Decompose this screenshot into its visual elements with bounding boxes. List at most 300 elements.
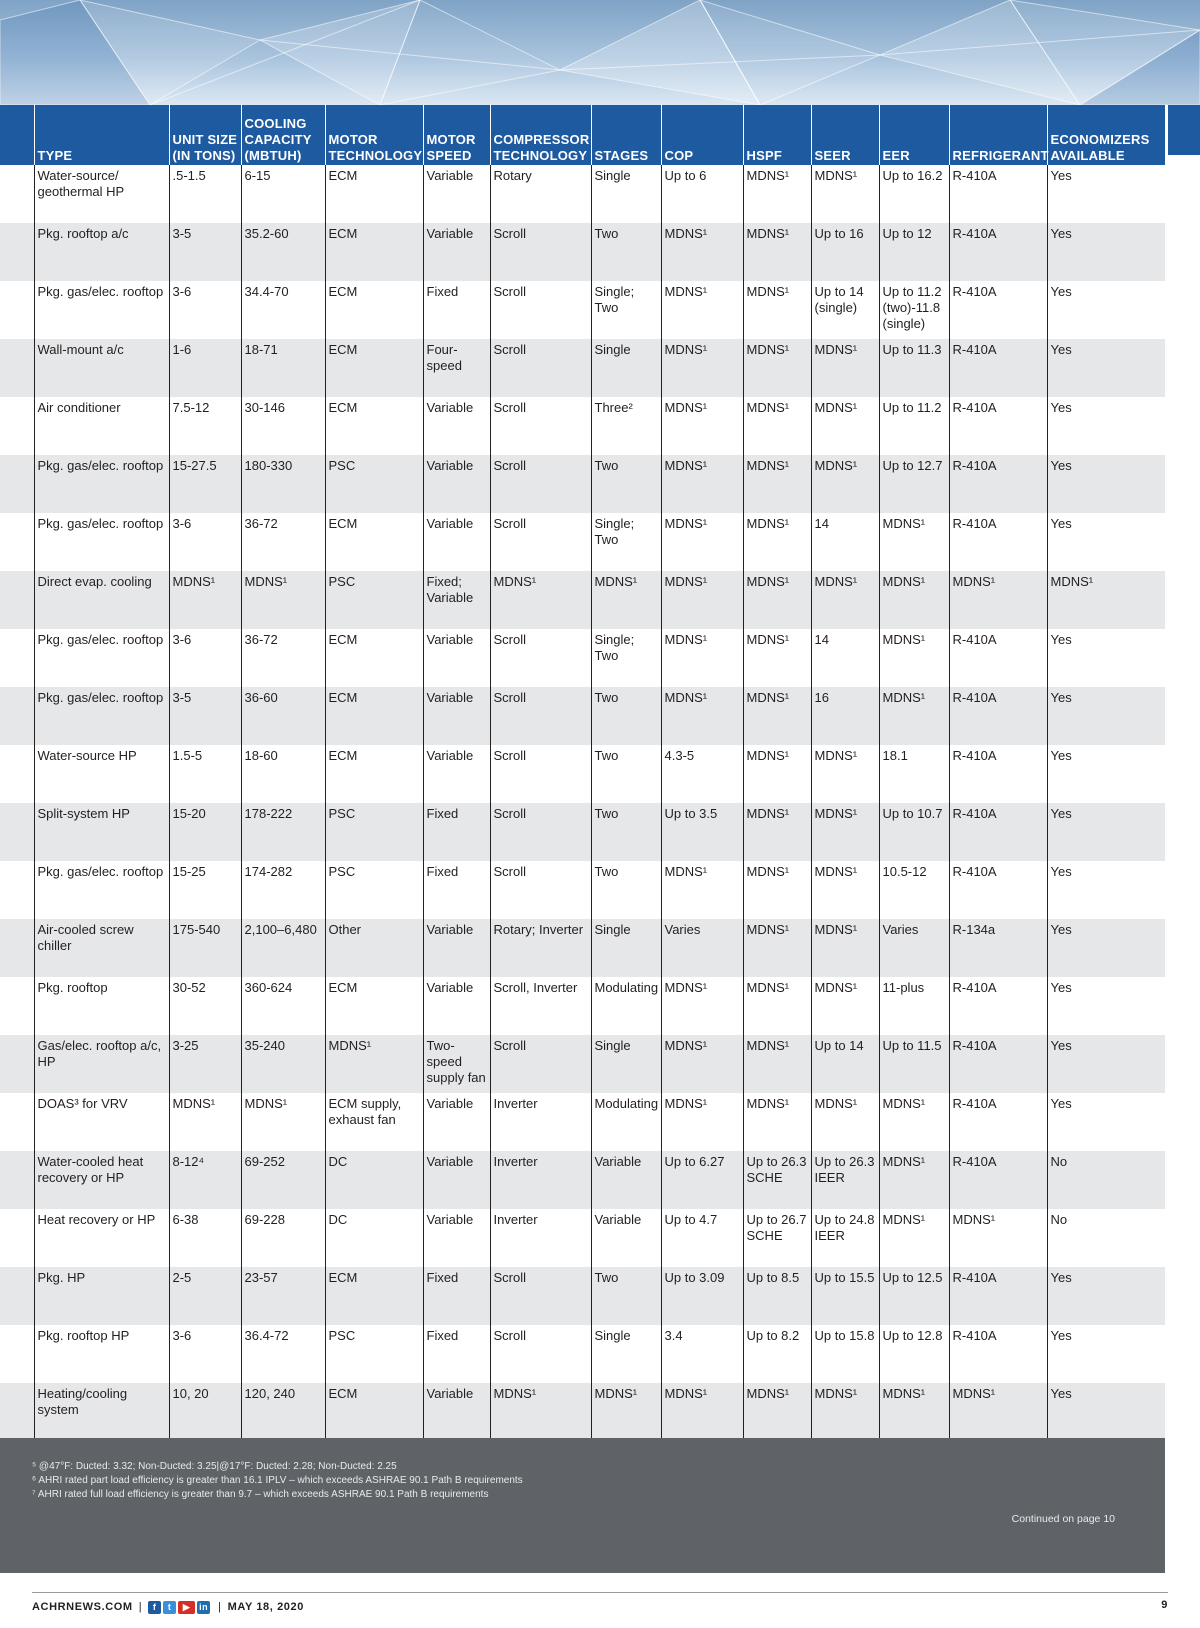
cell-motor-technology: ECM xyxy=(325,1267,423,1325)
cell-cop: MDNS¹ xyxy=(661,281,743,339)
cell-cop: MDNS¹ xyxy=(661,571,743,629)
row-spacer xyxy=(0,1093,34,1151)
cell-cop: Up to 3.5 xyxy=(661,803,743,861)
cell-eer: MDNS¹ xyxy=(879,629,949,687)
footer-separator: | xyxy=(138,1601,143,1613)
cell-motor-technology: ECM xyxy=(325,165,423,223)
cell-type: Gas/elec. rooftop a/c, HP xyxy=(34,1035,169,1093)
cell-cooling-capacity: 2,100–6,480 xyxy=(241,919,325,977)
cell-compressor-technology: Scroll, Inverter xyxy=(490,977,591,1035)
cell-refrigerant: R-410A xyxy=(949,629,1047,687)
product-table-wrapper xyxy=(0,105,1165,1441)
cell-seer: MDNS¹ xyxy=(811,397,879,455)
cell-cop: MDNS¹ xyxy=(661,861,743,919)
cell-type: Heating/cooling system xyxy=(34,1383,169,1441)
header-spacer xyxy=(0,105,34,165)
row-spacer xyxy=(0,977,34,1035)
cell-compressor-technology: Rotary; Inverter xyxy=(490,919,591,977)
cell-seer: Up to 26.3 IEER xyxy=(811,1151,879,1209)
row-spacer xyxy=(0,165,34,223)
cell-eer: MDNS¹ xyxy=(879,1383,949,1441)
table-row xyxy=(0,1035,1165,1093)
header-unit-size: UNIT SIZE (IN TONS) xyxy=(169,105,241,165)
linkedin-icon[interactable]: in xyxy=(199,1601,209,1612)
footer-divider xyxy=(32,1592,1168,1593)
twitter-icon[interactable]: t xyxy=(163,1601,176,1614)
header-stages: STAGES xyxy=(591,105,661,165)
cell-refrigerant: R-410A xyxy=(949,397,1047,455)
youtube-icon[interactable]: ▶ xyxy=(178,1601,195,1614)
cell-seer: MDNS¹ xyxy=(811,339,879,397)
cell-economizers: Yes xyxy=(1047,861,1165,919)
cell-eer: MDNS¹ xyxy=(879,1209,949,1267)
footnote-6: ⁶ AHRI rated part load efficiency is greater than 16.1 IPLV – which exceeds ASHRAE 90.1 Path B requirements xyxy=(32,1475,523,1486)
cell-cooling-capacity: 174-282 xyxy=(241,861,325,919)
cell-stages: Two xyxy=(591,803,661,861)
cell-motor-speed: Fixed xyxy=(423,861,490,919)
cell-hspf: MDNS¹ xyxy=(743,281,811,339)
cell-type: Heat recovery or HP xyxy=(34,1209,169,1267)
table-row xyxy=(0,339,1165,397)
cell-type: Pkg. rooftop HP xyxy=(34,1325,169,1383)
cell-stages: Single xyxy=(591,919,661,977)
page-footer xyxy=(32,1597,1168,1617)
cell-motor-technology: PSC xyxy=(325,1325,423,1383)
cell-compressor-technology: Scroll xyxy=(490,513,591,571)
cell-cop: Up to 3.09 xyxy=(661,1267,743,1325)
cell-type: Pkg. gas/elec. rooftop xyxy=(34,281,169,339)
cell-cooling-capacity: 34.4-70 xyxy=(241,281,325,339)
cell-stages: Single xyxy=(591,1325,661,1383)
cell-compressor-technology: Rotary xyxy=(490,165,591,223)
cell-eer: Up to 16.2 xyxy=(879,165,949,223)
cell-type: Pkg. gas/elec. rooftop xyxy=(34,687,169,745)
cell-economizers: Yes xyxy=(1047,1267,1165,1325)
cell-motor-technology: ECM xyxy=(325,687,423,745)
cell-motor-speed: Variable xyxy=(423,1151,490,1209)
cell-stages: Variable xyxy=(591,1209,661,1267)
cell-hspf: Up to 8.2 xyxy=(743,1325,811,1383)
cell-unit-size: 2-5 xyxy=(169,1267,241,1325)
cell-compressor-technology: Scroll xyxy=(490,1035,591,1093)
cell-refrigerant: R-410A xyxy=(949,803,1047,861)
cell-motor-speed: Variable xyxy=(423,745,490,803)
cell-hspf: MDNS¹ xyxy=(743,1035,811,1093)
cell-stages: Modulating xyxy=(591,977,661,1035)
cell-eer: Up to 12 xyxy=(879,223,949,281)
cell-refrigerant: R-410A xyxy=(949,1093,1047,1151)
table-row xyxy=(0,1267,1165,1325)
cell-refrigerant: R-410A xyxy=(949,861,1047,919)
cell-motor-technology: PSC xyxy=(325,455,423,513)
row-spacer xyxy=(0,687,34,745)
cell-economizers: Yes xyxy=(1047,165,1165,223)
cell-hspf: MDNS¹ xyxy=(743,1093,811,1151)
cell-hspf: MDNS¹ xyxy=(743,629,811,687)
cell-cooling-capacity: 69-252 xyxy=(241,1151,325,1209)
cell-eer: Varies xyxy=(879,919,949,977)
cell-seer: MDNS¹ xyxy=(811,977,879,1035)
cell-hspf: MDNS¹ xyxy=(743,977,811,1035)
cell-unit-size: 3-6 xyxy=(169,281,241,339)
cell-type: Wall-mount a/c xyxy=(34,339,169,397)
cell-stages: Two xyxy=(591,1267,661,1325)
cell-compressor-technology: Inverter xyxy=(490,1093,591,1151)
row-spacer xyxy=(0,397,34,455)
row-spacer xyxy=(0,1209,34,1267)
cell-refrigerant: R-410A xyxy=(949,687,1047,745)
cell-motor-technology: ECM xyxy=(325,397,423,455)
footnotes-panel xyxy=(0,1438,1165,1573)
cell-motor-speed: Variable xyxy=(423,1383,490,1441)
cell-hspf: Up to 26.7 SCHE xyxy=(743,1209,811,1267)
cell-motor-technology: DC xyxy=(325,1209,423,1267)
cell-eer: 10.5-12 xyxy=(879,861,949,919)
cell-type: Pkg. gas/elec. rooftop xyxy=(34,629,169,687)
product-table xyxy=(0,105,1165,1441)
cell-cooling-capacity: 36.4-72 xyxy=(241,1325,325,1383)
row-spacer xyxy=(0,1267,34,1325)
cell-refrigerant: R-410A xyxy=(949,339,1047,397)
cell-refrigerant: R-410A xyxy=(949,281,1047,339)
cell-unit-size: 7.5-12 xyxy=(169,397,241,455)
cell-eer: Up to 11.2 xyxy=(879,397,949,455)
header-refrigerant: REFRIGERANT xyxy=(949,105,1047,165)
cell-eer: Up to 11.2 (two)-11.8 (single) xyxy=(879,281,949,339)
cell-cooling-capacity: 120, 240 xyxy=(241,1383,325,1441)
cell-compressor-technology: Scroll xyxy=(490,629,591,687)
cell-motor-technology: ECM xyxy=(325,339,423,397)
cell-stages: Two xyxy=(591,861,661,919)
cell-motor-speed: Variable xyxy=(423,1093,490,1151)
cell-hspf: MDNS¹ xyxy=(743,339,811,397)
cell-motor-speed: Variable xyxy=(423,629,490,687)
row-spacer xyxy=(0,281,34,339)
cell-hspf: MDNS¹ xyxy=(743,223,811,281)
cell-compressor-technology: Scroll xyxy=(490,455,591,513)
cell-seer: Up to 15.8 xyxy=(811,1325,879,1383)
cell-motor-speed: Four-speed xyxy=(423,339,490,397)
row-spacer xyxy=(0,1383,34,1441)
cell-seer: MDNS¹ xyxy=(811,803,879,861)
cell-economizers: Yes xyxy=(1047,977,1165,1035)
cell-cop: Up to 4.7 xyxy=(661,1209,743,1267)
cell-motor-speed: Variable xyxy=(423,223,490,281)
cell-economizers: Yes xyxy=(1047,339,1165,397)
table-row xyxy=(0,513,1165,571)
header-banner xyxy=(0,0,1200,105)
cell-cooling-capacity: 23-57 xyxy=(241,1267,325,1325)
cell-refrigerant: R-410A xyxy=(949,977,1047,1035)
cell-motor-technology: PSC xyxy=(325,803,423,861)
cell-type: Direct evap. cooling xyxy=(34,571,169,629)
cell-motor-technology: Other xyxy=(325,919,423,977)
table-row xyxy=(0,281,1165,339)
table-body xyxy=(0,165,1165,1441)
cell-seer: 14 xyxy=(811,513,879,571)
cell-compressor-technology: Scroll xyxy=(490,745,591,803)
header-motor-speed: MOTOR SPEED xyxy=(423,105,490,165)
table-row xyxy=(0,165,1165,223)
table-header xyxy=(0,105,1165,165)
table-row xyxy=(0,1209,1165,1267)
cell-type: Pkg. rooftop a/c xyxy=(34,223,169,281)
cell-economizers: MDNS¹ xyxy=(1047,571,1165,629)
cell-eer: 11-plus xyxy=(879,977,949,1035)
cell-motor-technology: MDNS¹ xyxy=(325,1035,423,1093)
cell-cooling-capacity: 36-60 xyxy=(241,687,325,745)
cell-cooling-capacity: 36-72 xyxy=(241,513,325,571)
cell-unit-size: 3-6 xyxy=(169,629,241,687)
cell-stages: MDNS¹ xyxy=(591,571,661,629)
cell-motor-technology: ECM xyxy=(325,513,423,571)
cell-cop: 4.3-5 xyxy=(661,745,743,803)
cell-seer: 14 xyxy=(811,629,879,687)
cell-cop: Up to 6.27 xyxy=(661,1151,743,1209)
cell-seer: Up to 15.5 xyxy=(811,1267,879,1325)
cell-cop: MDNS¹ xyxy=(661,1035,743,1093)
cell-unit-size: 1.5-5 xyxy=(169,745,241,803)
cell-economizers: Yes xyxy=(1047,919,1165,977)
row-spacer xyxy=(0,919,34,977)
table-row xyxy=(0,1325,1165,1383)
cell-hspf: MDNS¹ xyxy=(743,919,811,977)
cell-motor-speed: Fixed xyxy=(423,803,490,861)
cell-compressor-technology: Scroll xyxy=(490,397,591,455)
cell-cooling-capacity: 35-240 xyxy=(241,1035,325,1093)
cell-stages: Modulating xyxy=(591,1093,661,1151)
cell-type: DOAS³ for VRV xyxy=(34,1093,169,1151)
cell-cooling-capacity: 18-71 xyxy=(241,339,325,397)
cell-motor-speed: Variable xyxy=(423,397,490,455)
cell-cooling-capacity: 30-146 xyxy=(241,397,325,455)
cell-unit-size: .5-1.5 xyxy=(169,165,241,223)
cell-compressor-technology: Scroll xyxy=(490,339,591,397)
cell-unit-size: MDNS¹ xyxy=(169,1093,241,1151)
cell-refrigerant: MDNS¹ xyxy=(949,1383,1047,1441)
issue-date: MAY 18, 2020 xyxy=(227,1601,304,1613)
cell-motor-speed: Variable xyxy=(423,977,490,1035)
cell-seer: Up to 16 xyxy=(811,223,879,281)
cell-stages: Two xyxy=(591,687,661,745)
cell-cop: MDNS¹ xyxy=(661,397,743,455)
cell-motor-speed: Two-speed supply fan xyxy=(423,1035,490,1093)
cell-motor-technology: ECM xyxy=(325,977,423,1035)
cell-unit-size: 15-27.5 xyxy=(169,455,241,513)
continued-note: Continued on page 10 xyxy=(1011,1513,1115,1525)
cell-motor-technology: ECM xyxy=(325,281,423,339)
cell-compressor-technology: Scroll xyxy=(490,223,591,281)
cell-unit-size: 10, 20 xyxy=(169,1383,241,1441)
site-name[interactable]: ACHRNEWS.COM xyxy=(32,1601,133,1613)
table-row xyxy=(0,745,1165,803)
cell-stages: Two xyxy=(591,455,661,513)
cell-motor-technology: ECM xyxy=(325,1383,423,1441)
cell-motor-speed: Variable xyxy=(423,513,490,571)
cell-refrigerant: R-410A xyxy=(949,1035,1047,1093)
cell-type: Pkg. HP xyxy=(34,1267,169,1325)
cell-hspf: MDNS¹ xyxy=(743,513,811,571)
cell-cop: MDNS¹ xyxy=(661,1383,743,1441)
cell-economizers: Yes xyxy=(1047,1325,1165,1383)
cell-type: Pkg. gas/elec. rooftop xyxy=(34,455,169,513)
cell-motor-speed: Fixed xyxy=(423,1325,490,1383)
row-spacer xyxy=(0,339,34,397)
cell-type: Pkg. gas/elec. rooftop xyxy=(34,861,169,919)
header-compressor-technology: COMPRESSOR TECHNOLOGY xyxy=(490,105,591,165)
header-hspf: HSPF xyxy=(743,105,811,165)
cell-seer: MDNS¹ xyxy=(811,745,879,803)
table-row xyxy=(0,861,1165,919)
cell-compressor-technology: Scroll xyxy=(490,1325,591,1383)
cell-cop: MDNS¹ xyxy=(661,1093,743,1151)
cell-unit-size: 8-12⁴ xyxy=(169,1151,241,1209)
cell-stages: Single; Two xyxy=(591,281,661,339)
cell-eer: 18.1 xyxy=(879,745,949,803)
table-row xyxy=(0,687,1165,745)
cell-compressor-technology: Inverter xyxy=(490,1209,591,1267)
cell-economizers: Yes xyxy=(1047,513,1165,571)
cell-unit-size: 3-5 xyxy=(169,687,241,745)
cell-cop: MDNS¹ xyxy=(661,977,743,1035)
cell-economizers: Yes xyxy=(1047,745,1165,803)
cell-motor-speed: Variable xyxy=(423,455,490,513)
cell-stages: Single xyxy=(591,1035,661,1093)
cell-unit-size: 3-5 xyxy=(169,223,241,281)
cell-unit-size: 1-6 xyxy=(169,339,241,397)
cell-cop: MDNS¹ xyxy=(661,455,743,513)
cell-compressor-technology: Scroll xyxy=(490,803,591,861)
cell-compressor-technology: Scroll xyxy=(490,861,591,919)
cell-seer: Up to 14 (single) xyxy=(811,281,879,339)
cell-unit-size: MDNS¹ xyxy=(169,571,241,629)
header-eer: EER xyxy=(879,105,949,165)
table-row xyxy=(0,1383,1165,1441)
cell-motor-speed: Variable xyxy=(423,1209,490,1267)
cell-motor-technology: ECM xyxy=(325,223,423,281)
cell-cooling-capacity: MDNS¹ xyxy=(241,571,325,629)
cell-refrigerant: R-410A xyxy=(949,1325,1047,1383)
cell-stages: Three² xyxy=(591,397,661,455)
cell-type: Water-source/ geothermal HP xyxy=(34,165,169,223)
cell-stages: Two xyxy=(591,745,661,803)
header-economizers: ECONOMIZERS AVAILABLE xyxy=(1047,105,1165,165)
cell-eer: MDNS¹ xyxy=(879,687,949,745)
cell-motor-technology: ECM supply, exhaust fan xyxy=(325,1093,423,1151)
table-row xyxy=(0,919,1165,977)
cell-eer: MDNS¹ xyxy=(879,513,949,571)
cell-eer: Up to 12.5 xyxy=(879,1267,949,1325)
cell-motor-speed: Variable xyxy=(423,919,490,977)
cell-cooling-capacity: MDNS¹ xyxy=(241,1093,325,1151)
cell-hspf: MDNS¹ xyxy=(743,455,811,513)
row-spacer xyxy=(0,745,34,803)
cell-seer: Up to 24.8 IEER xyxy=(811,1209,879,1267)
cell-hspf: MDNS¹ xyxy=(743,165,811,223)
row-spacer xyxy=(0,571,34,629)
footnote-5: ⁵ @47°F: Ducted: 3.32; Non-Ducted: 3.25|@17°F: Ducted: 2.28; Non-Ducted: 2.25 xyxy=(32,1461,397,1472)
cell-economizers: Yes xyxy=(1047,687,1165,745)
table-row xyxy=(0,1093,1165,1151)
table-row xyxy=(0,1151,1165,1209)
cell-seer: MDNS¹ xyxy=(811,919,879,977)
cell-unit-size: 15-20 xyxy=(169,803,241,861)
cell-eer: MDNS¹ xyxy=(879,571,949,629)
cell-type: Pkg. rooftop xyxy=(34,977,169,1035)
cell-hspf: Up to 8.5 xyxy=(743,1267,811,1325)
row-spacer xyxy=(0,1325,34,1383)
header-seer: SEER xyxy=(811,105,879,165)
cell-eer: Up to 10.7 xyxy=(879,803,949,861)
cell-economizers: Yes xyxy=(1047,803,1165,861)
row-spacer xyxy=(0,1035,34,1093)
row-spacer xyxy=(0,1151,34,1209)
facebook-icon[interactable]: f xyxy=(148,1601,161,1614)
cell-hspf: MDNS¹ xyxy=(743,687,811,745)
cell-hspf: MDNS¹ xyxy=(743,745,811,803)
cell-economizers: Yes xyxy=(1047,455,1165,513)
cell-economizers: Yes xyxy=(1047,223,1165,281)
cell-type: Air conditioner xyxy=(34,397,169,455)
cell-type: Water-cooled heat recovery or HP xyxy=(34,1151,169,1209)
header-motor-technology: MOTOR TECHNOLOGY xyxy=(325,105,423,165)
cell-hspf: Up to 26.3 SCHE xyxy=(743,1151,811,1209)
cell-stages: Single xyxy=(591,165,661,223)
cell-economizers: Yes xyxy=(1047,397,1165,455)
cell-refrigerant: R-134a xyxy=(949,919,1047,977)
cell-unit-size: 6-38 xyxy=(169,1209,241,1267)
cell-seer: MDNS¹ xyxy=(811,165,879,223)
cell-refrigerant: R-410A xyxy=(949,165,1047,223)
cell-cooling-capacity: 18-60 xyxy=(241,745,325,803)
cell-seer: MDNS¹ xyxy=(811,861,879,919)
cell-stages: Single; Two xyxy=(591,513,661,571)
cell-compressor-technology: Scroll xyxy=(490,281,591,339)
cell-economizers: Yes xyxy=(1047,629,1165,687)
table-row xyxy=(0,629,1165,687)
cell-cop: Varies xyxy=(661,919,743,977)
cell-refrigerant: MDNS¹ xyxy=(949,1209,1047,1267)
cell-economizers: Yes xyxy=(1047,1035,1165,1093)
cell-cop: MDNS¹ xyxy=(661,687,743,745)
cell-refrigerant: R-410A xyxy=(949,1151,1047,1209)
cell-economizers: No xyxy=(1047,1151,1165,1209)
table-row xyxy=(0,977,1165,1035)
cell-motor-technology: PSC xyxy=(325,861,423,919)
cell-hspf: MDNS¹ xyxy=(743,861,811,919)
cell-seer: MDNS¹ xyxy=(811,1383,879,1441)
cell-refrigerant: R-410A xyxy=(949,223,1047,281)
cell-motor-technology: DC xyxy=(325,1151,423,1209)
row-spacer xyxy=(0,803,34,861)
cell-eer: Up to 12.8 xyxy=(879,1325,949,1383)
row-spacer xyxy=(0,861,34,919)
cell-stages: Variable xyxy=(591,1151,661,1209)
cell-refrigerant: MDNS¹ xyxy=(949,571,1047,629)
cell-seer: MDNS¹ xyxy=(811,455,879,513)
cell-cooling-capacity: 6-15 xyxy=(241,165,325,223)
cell-economizers: No xyxy=(1047,1209,1165,1267)
cell-eer: MDNS¹ xyxy=(879,1151,949,1209)
cell-refrigerant: R-410A xyxy=(949,1267,1047,1325)
cell-refrigerant: R-410A xyxy=(949,513,1047,571)
cell-hspf: MDNS¹ xyxy=(743,571,811,629)
cell-refrigerant: R-410A xyxy=(949,745,1047,803)
cell-unit-size: 30-52 xyxy=(169,977,241,1035)
cell-type: Pkg. gas/elec. rooftop xyxy=(34,513,169,571)
cell-cooling-capacity: 360-624 xyxy=(241,977,325,1035)
cell-stages: Single; Two xyxy=(591,629,661,687)
